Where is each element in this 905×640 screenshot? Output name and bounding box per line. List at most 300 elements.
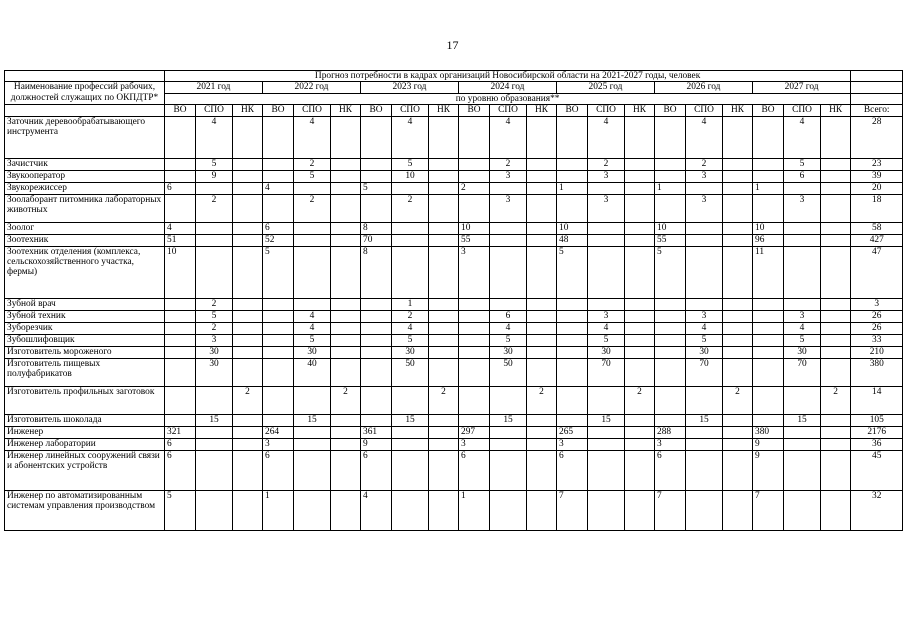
value-cell: 4 [196, 116, 233, 158]
value-cell: 2 [294, 158, 331, 170]
value-cell [753, 346, 784, 358]
level-header: НК [625, 105, 655, 116]
row-total: 36 [851, 438, 903, 450]
value-cell: 10 [392, 170, 429, 182]
value-cell [821, 182, 851, 194]
row-total: 14 [851, 386, 903, 414]
value-cell: 5 [655, 246, 686, 298]
value-cell [625, 182, 655, 194]
value-cell [784, 222, 821, 234]
value-cell [588, 438, 625, 450]
value-cell [392, 234, 429, 246]
value-cell [263, 298, 294, 310]
year-header: 2026 год [655, 82, 753, 93]
value-cell [233, 346, 263, 358]
value-cell [429, 246, 459, 298]
value-cell: 15 [686, 414, 723, 426]
value-cell [753, 170, 784, 182]
profession-name: Зубошлифовщик [5, 334, 165, 346]
value-cell: 5 [557, 246, 588, 298]
value-cell [294, 234, 331, 246]
value-cell [625, 246, 655, 298]
level-header: ВО [165, 105, 196, 116]
row-total: 26 [851, 322, 903, 334]
value-cell: 2 [490, 158, 527, 170]
value-cell: 7 [753, 490, 784, 530]
profession-name: Зубной техник [5, 310, 165, 322]
value-cell [625, 322, 655, 334]
value-cell [233, 358, 263, 386]
value-cell [490, 438, 527, 450]
row-total: 380 [851, 358, 903, 386]
value-cell: 5 [294, 170, 331, 182]
value-cell [625, 490, 655, 530]
value-cell [625, 426, 655, 438]
empty-header-cell [5, 105, 165, 116]
value-cell: 2 [821, 386, 851, 414]
value-cell: 30 [196, 346, 233, 358]
level-header: ВО [263, 105, 294, 116]
value-cell [263, 170, 294, 182]
value-cell [723, 490, 753, 530]
page-number: 17 [446, 38, 459, 52]
value-cell: 2 [196, 298, 233, 310]
value-cell: 3 [459, 438, 490, 450]
value-cell [753, 358, 784, 386]
value-cell [655, 414, 686, 426]
profession-name: Изготовитель пищевых полуфабрикатов [5, 358, 165, 386]
row-total: 45 [851, 450, 903, 490]
value-cell: 3 [459, 246, 490, 298]
row-total: 23 [851, 158, 903, 170]
year-header: 2022 год [263, 82, 361, 93]
value-cell [361, 386, 392, 414]
value-cell [753, 116, 784, 158]
value-cell [294, 182, 331, 194]
value-cell [655, 194, 686, 222]
level-header: НК [723, 105, 753, 116]
year-header: 2023 год [361, 82, 459, 93]
value-cell [723, 346, 753, 358]
profession-name: Зубной врач [5, 298, 165, 310]
value-cell [361, 298, 392, 310]
value-cell: 6 [784, 170, 821, 182]
value-cell [233, 158, 263, 170]
value-cell [459, 170, 490, 182]
value-cell: 55 [459, 234, 490, 246]
value-cell: 10 [753, 222, 784, 234]
level-header: СПО [686, 105, 723, 116]
value-cell: 3 [784, 310, 821, 322]
value-cell: 7 [655, 490, 686, 530]
value-cell [459, 334, 490, 346]
value-cell [459, 310, 490, 322]
value-cell [490, 298, 527, 310]
value-cell [686, 438, 723, 450]
value-cell: 380 [753, 426, 784, 438]
value-cell [294, 438, 331, 450]
value-cell [821, 490, 851, 530]
value-cell: 5 [686, 334, 723, 346]
value-cell: 5 [263, 246, 294, 298]
value-cell: 6 [459, 450, 490, 490]
value-cell: 1 [655, 182, 686, 194]
value-cell: 50 [392, 358, 429, 386]
level-header: НК [821, 105, 851, 116]
profession-name: Зачистчик [5, 158, 165, 170]
value-cell: 321 [165, 426, 196, 438]
value-cell [392, 490, 429, 530]
value-cell: 361 [361, 426, 392, 438]
value-cell: 70 [784, 358, 821, 386]
value-cell [821, 346, 851, 358]
value-cell: 4 [263, 182, 294, 194]
value-cell [723, 426, 753, 438]
value-cell [233, 414, 263, 426]
value-cell: 4 [294, 310, 331, 322]
value-cell: 4 [392, 116, 429, 158]
value-cell [361, 116, 392, 158]
value-cell [527, 246, 557, 298]
profession-name: Инженер линейных сооружений связи и абонентских устройств [5, 450, 165, 490]
value-cell [233, 194, 263, 222]
value-cell: 9 [753, 450, 784, 490]
value-cell [723, 310, 753, 322]
value-cell [165, 358, 196, 386]
value-cell [753, 298, 784, 310]
level-header: НК [331, 105, 361, 116]
value-cell: 5 [196, 310, 233, 322]
value-cell [165, 334, 196, 346]
value-cell [294, 222, 331, 234]
value-cell [429, 414, 459, 426]
value-cell [263, 310, 294, 322]
value-cell [392, 450, 429, 490]
value-cell [490, 426, 527, 438]
value-cell [625, 450, 655, 490]
table-row [5, 414, 903, 426]
value-cell: 3 [490, 194, 527, 222]
value-cell [196, 182, 233, 194]
value-cell [784, 298, 821, 310]
value-cell [784, 182, 821, 194]
value-cell [233, 438, 263, 450]
value-cell [429, 170, 459, 182]
value-cell [557, 322, 588, 334]
value-cell: 5 [784, 158, 821, 170]
value-cell [821, 334, 851, 346]
value-cell [821, 426, 851, 438]
value-cell [429, 194, 459, 222]
row-total: 28 [851, 116, 903, 158]
value-cell [490, 222, 527, 234]
table-row [5, 182, 903, 194]
table-row [5, 426, 903, 438]
value-cell: 9 [196, 170, 233, 182]
value-cell [196, 234, 233, 246]
value-cell [233, 170, 263, 182]
level-header: СПО [392, 105, 429, 116]
value-cell [625, 194, 655, 222]
year-header: 2027 год [753, 82, 851, 93]
value-cell: 3 [686, 194, 723, 222]
value-cell [655, 170, 686, 182]
value-cell: 2 [459, 182, 490, 194]
value-cell [557, 298, 588, 310]
value-cell: 30 [294, 346, 331, 358]
table-row [5, 222, 903, 234]
value-cell [821, 246, 851, 298]
value-cell: 8 [361, 222, 392, 234]
value-cell: 4 [294, 116, 331, 158]
year-header: 2024 год [459, 82, 557, 93]
value-cell [784, 490, 821, 530]
value-cell [686, 298, 723, 310]
value-cell [686, 386, 723, 414]
value-cell: 2 [196, 322, 233, 334]
profession-name: Изготовитель мороженого [5, 346, 165, 358]
value-cell [625, 116, 655, 158]
value-cell [294, 246, 331, 298]
value-cell [392, 182, 429, 194]
value-cell [429, 490, 459, 530]
profession-name: Зоотехник [5, 234, 165, 246]
value-cell [723, 194, 753, 222]
value-cell [527, 310, 557, 322]
value-cell [821, 414, 851, 426]
profession-name: Изготовитель профильных заготовок [5, 386, 165, 414]
value-cell: 8 [361, 246, 392, 298]
value-cell [429, 346, 459, 358]
value-cell: 15 [588, 414, 625, 426]
value-cell [557, 158, 588, 170]
value-cell [429, 182, 459, 194]
value-cell [263, 116, 294, 158]
value-cell: 2 [588, 158, 625, 170]
value-cell [490, 450, 527, 490]
value-cell: 40 [294, 358, 331, 386]
profession-name: Звукооператор [5, 170, 165, 182]
value-cell [165, 116, 196, 158]
value-cell [784, 386, 821, 414]
value-cell [821, 322, 851, 334]
value-cell: 4 [165, 222, 196, 234]
value-cell [263, 322, 294, 334]
value-cell [655, 298, 686, 310]
value-cell: 52 [263, 234, 294, 246]
value-cell: 5 [588, 334, 625, 346]
value-cell: 3 [588, 310, 625, 322]
level-header: ВО [361, 105, 392, 116]
value-cell [263, 414, 294, 426]
value-cell [655, 310, 686, 322]
value-cell [459, 298, 490, 310]
value-cell [723, 438, 753, 450]
value-cell: 1 [753, 182, 784, 194]
table-row [5, 158, 903, 170]
value-cell: 3 [490, 170, 527, 182]
value-cell [196, 438, 233, 450]
value-cell [459, 194, 490, 222]
value-cell [784, 234, 821, 246]
value-cell: 70 [588, 358, 625, 386]
value-cell [723, 222, 753, 234]
value-cell [233, 246, 263, 298]
table-row [5, 450, 903, 490]
empty-header-cell [851, 93, 903, 104]
value-cell [557, 310, 588, 322]
value-cell [459, 158, 490, 170]
value-cell [784, 450, 821, 490]
value-cell [331, 158, 361, 170]
value-cell: 10 [557, 222, 588, 234]
row-total: 427 [851, 234, 903, 246]
value-cell [429, 310, 459, 322]
value-cell [331, 170, 361, 182]
value-cell: 2 [723, 386, 753, 414]
profession-name: Инженер [5, 426, 165, 438]
value-cell [429, 298, 459, 310]
value-cell: 30 [490, 346, 527, 358]
table-row [5, 490, 903, 530]
value-cell [527, 490, 557, 530]
value-cell [723, 450, 753, 490]
value-cell [821, 170, 851, 182]
value-cell: 10 [459, 222, 490, 234]
value-cell [625, 298, 655, 310]
value-cell [331, 310, 361, 322]
value-cell: 2 [233, 386, 263, 414]
value-cell [686, 490, 723, 530]
value-cell [527, 414, 557, 426]
value-cell [459, 346, 490, 358]
value-cell [361, 194, 392, 222]
value-cell: 3 [686, 170, 723, 182]
value-cell [294, 490, 331, 530]
value-cell [686, 222, 723, 234]
value-cell [625, 158, 655, 170]
value-cell [331, 182, 361, 194]
value-cell [527, 234, 557, 246]
value-cell [588, 182, 625, 194]
value-cell: 1 [392, 298, 429, 310]
value-cell [723, 182, 753, 194]
value-cell [165, 170, 196, 182]
value-cell [294, 386, 331, 414]
value-cell [233, 490, 263, 530]
value-cell: 30 [784, 346, 821, 358]
value-cell [429, 234, 459, 246]
level-header: ВО [753, 105, 784, 116]
value-cell [821, 298, 851, 310]
value-cell [165, 298, 196, 310]
value-cell [331, 450, 361, 490]
value-cell [165, 158, 196, 170]
value-cell [625, 310, 655, 322]
value-cell [527, 346, 557, 358]
value-cell [625, 358, 655, 386]
value-cell [392, 438, 429, 450]
row-total: 3 [851, 298, 903, 310]
value-cell [361, 170, 392, 182]
total-header: Всего: [851, 105, 903, 116]
value-cell [459, 386, 490, 414]
value-cell [429, 116, 459, 158]
value-cell [753, 414, 784, 426]
value-cell [821, 222, 851, 234]
value-cell [723, 334, 753, 346]
level-header: ВО [557, 105, 588, 116]
value-cell [557, 414, 588, 426]
value-cell [625, 334, 655, 346]
value-cell [429, 334, 459, 346]
row-total: 33 [851, 334, 903, 346]
value-cell [429, 158, 459, 170]
value-cell [557, 358, 588, 386]
value-cell: 4 [490, 116, 527, 158]
value-cell [753, 310, 784, 322]
value-cell [233, 298, 263, 310]
value-cell [331, 194, 361, 222]
value-cell: 4 [294, 322, 331, 334]
value-cell: 6 [490, 310, 527, 322]
year-header: 2021 год [165, 82, 263, 93]
value-cell [331, 222, 361, 234]
value-cell [233, 116, 263, 158]
value-cell [165, 322, 196, 334]
value-cell [588, 450, 625, 490]
row-total: 58 [851, 222, 903, 234]
value-cell: 30 [392, 346, 429, 358]
value-cell [361, 414, 392, 426]
value-cell [527, 222, 557, 234]
value-cell [490, 234, 527, 246]
value-cell: 4 [588, 116, 625, 158]
value-cell: 10 [165, 246, 196, 298]
value-cell [196, 246, 233, 298]
value-cell [557, 346, 588, 358]
value-cell [294, 298, 331, 310]
value-cell [263, 334, 294, 346]
value-cell: 265 [557, 426, 588, 438]
value-cell [557, 334, 588, 346]
corner-cell [5, 71, 165, 82]
profession-name: Звукорежиссер [5, 182, 165, 194]
value-cell [557, 170, 588, 182]
value-cell: 4 [686, 116, 723, 158]
value-cell [784, 426, 821, 438]
value-cell [233, 222, 263, 234]
value-cell: 9 [361, 438, 392, 450]
value-cell: 50 [490, 358, 527, 386]
value-cell [655, 116, 686, 158]
value-cell: 3 [686, 310, 723, 322]
value-cell [165, 414, 196, 426]
value-cell: 5 [490, 334, 527, 346]
value-cell [331, 346, 361, 358]
value-cell [196, 386, 233, 414]
value-cell [625, 170, 655, 182]
profession-name: Заточник деревообрабатывающего инструмента [5, 116, 165, 158]
table-row [5, 438, 903, 450]
table-row [5, 194, 903, 222]
value-cell: 5 [165, 490, 196, 530]
value-cell: 15 [196, 414, 233, 426]
value-cell: 4 [490, 322, 527, 334]
value-cell [331, 298, 361, 310]
value-cell [655, 386, 686, 414]
profession-name: Инженер лаборатории [5, 438, 165, 450]
